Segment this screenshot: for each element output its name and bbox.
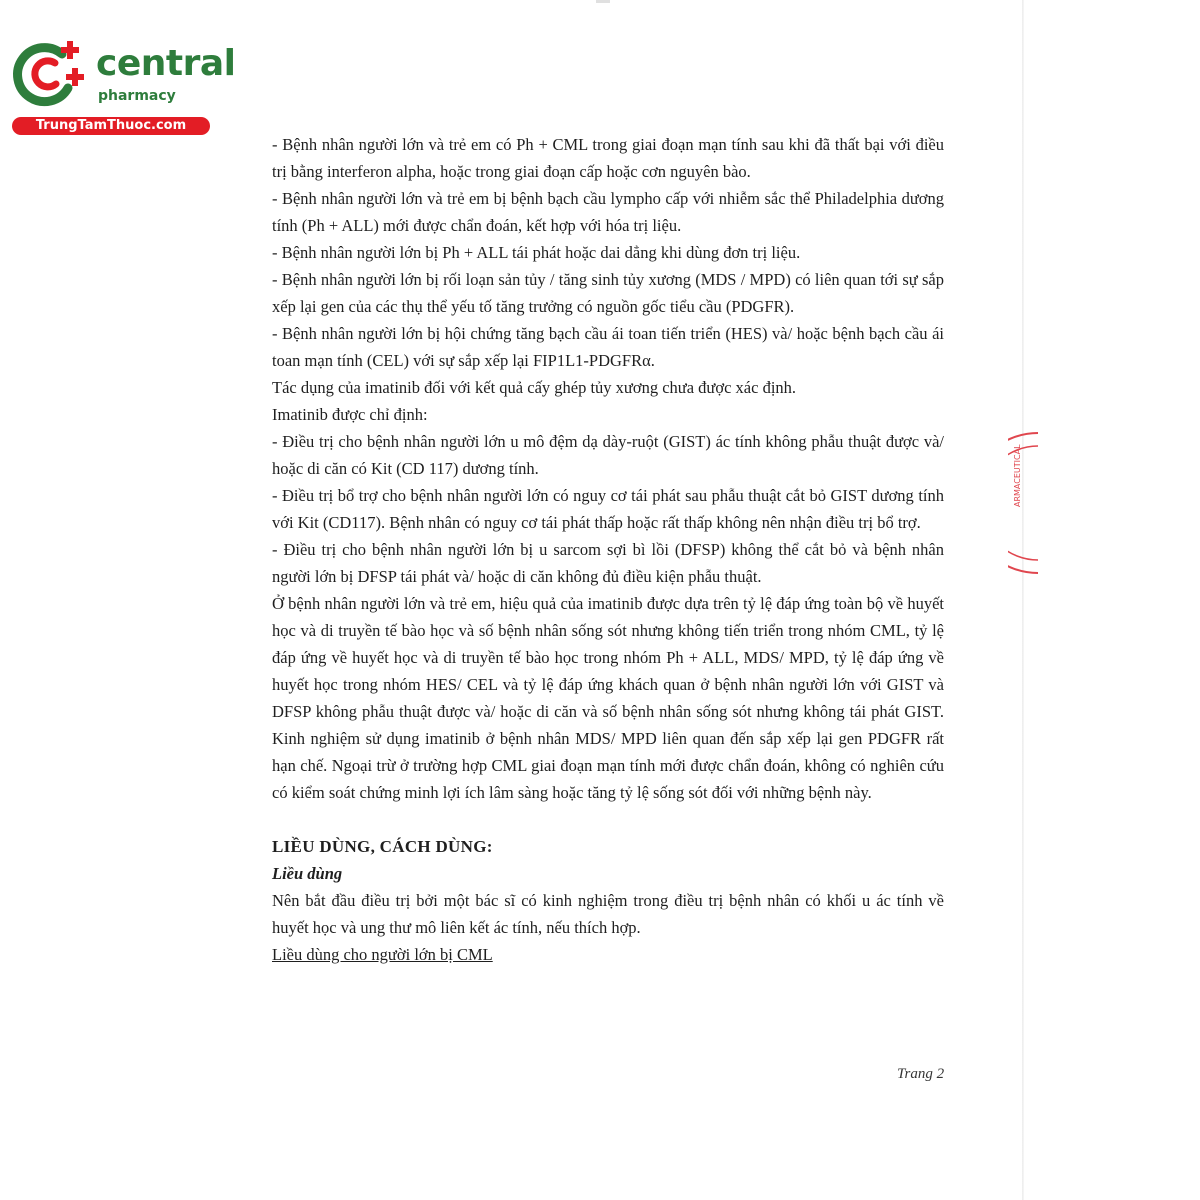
dosage-paragraph: Nên bắt đầu điều trị bởi một bác sĩ có kinh nghiệm trong điều trị bệnh nhân có khối u ác tính về huyết học và ung thư mô liên kết ác tính, nếu thích hợp.	[272, 891, 944, 937]
section-heading: LIỀU DÙNG, CÁCH DÙNG:	[272, 837, 493, 856]
brand-url-badge[interactable]: TrungTamThuoc.com	[12, 117, 210, 135]
indication-paragraph: - Bệnh nhân người lớn bị Ph + ALL tái phát hoặc dai dẳng khi dùng đơn trị liệu.	[272, 243, 801, 262]
brand-name: central	[96, 43, 236, 84]
brand-subname: pharmacy	[98, 88, 176, 104]
indication-paragraph: - Điều trị cho bệnh nhân người lớn u mô đệm dạ dày-ruột (GIST) ác tính không phẫu thuật được và/ hoặc di căn có Kit (CD 117) dương tính.	[272, 432, 944, 478]
indication-paragraph: - Bệnh nhân người lớn bị rối loạn sản tủy / tăng sinh tủy xương (MDS / MPD) có liên quan tới sự sắp xếp lại gen của các thụ thể yếu tố tăng trưởng có nguồn gốc tiểu cầu (PDGFR).	[272, 270, 944, 316]
indication-paragraph: - Điều trị bổ trợ cho bệnh nhân người lớn có nguy cơ tái phát sau phẫu thuật cắt bỏ GIST dương tính với Kit (CD117). Bệnh nhân có nguy cơ tái phát thấp hoặc rất thấp không nên nhận điều trị bổ trợ.	[272, 486, 944, 532]
indication-paragraph: - Điều trị cho bệnh nhân người lớn bị u sarcom sợi bì lồi (DFSP) không thể cắt bỏ và bệnh nhân người lớn bị DFSP tái phát và/ hoặc di căn không đủ điều kiện phẫu thuật.	[272, 540, 944, 586]
efficacy-paragraph: Ở bệnh nhân người lớn và trẻ em, hiệu quả của imatinib được dựa trên tỷ lệ đáp ứng toàn bộ về huyết học và di truyền tế bào học và số bệnh nhân sống sót nhưng không tiến triển trong nhóm CML, tỷ lệ đáp ứng về huyết học và di truyền tế bào học trong nhóm Ph + ALL, MDS/ MPD, tỷ lệ đáp ứng về huyết học trong nhóm HES/ CEL và tỷ lệ đáp ứng khách quan ở bệnh nhân người lớn với GIST và DFSP không phẫu thuật được và/ hoặc di căn và số bệnh nhân sống sót nhưng không tái phát GIST. Kinh nghiệm sử dụng imatinib ở bệnh nhân MDS/ MPD liên quan đến sắp xếp lại gen PDGFR rất hạn chế. Ngoại trừ ở trường hợp CML giai đoạn mạn tính mới được chẩn đoán, không có nghiên cứu có kiểm soát chứng minh lợi ích lâm sàng hoặc tăng tỷ lệ sống sót đối với những bệnh này.	[272, 594, 944, 802]
page-number: Trang 2	[897, 1066, 945, 1082]
company-stamp-icon	[1008, 428, 1038, 578]
page-edge	[1022, 0, 1024, 1200]
indication-paragraph: - Bệnh nhân người lớn và trẻ em có Ph + CML trong giai đoạn mạn tính sau khi đã thất bại với điều trị bằng interferon alpha, hoặc trong giai đoạn cấp hoặc cơn nguyên bào.	[272, 135, 944, 181]
indication-paragraph: - Bệnh nhân người lớn bị hội chứng tăng bạch cầu ái toan tiến triển (HES) và/ hoặc bệnh bạch cầu ái toan mạn tính (CEL) với sự sắp xếp lại FIP1L1-PDGFRα.	[272, 324, 944, 370]
indication-paragraph: - Bệnh nhân người lớn và trẻ em bị bệnh bạch cầu lympho cấp với nhiễm sắc thể Philadelphia dương tính (Ph + ALL) mới được chẩn đoán, kết hợp với hóa trị liệu.	[272, 189, 944, 235]
body-paragraph: Tác dụng của imatinib đối với kết quả cấy ghép tủy xương chưa được xác định.	[272, 378, 797, 397]
stamp-text: ARMACEUTICAL	[1013, 444, 1022, 507]
document-body	[272, 131, 944, 968]
logo-mark-icon	[10, 38, 90, 110]
cml-dosage-heading: Liều dùng cho người lớn bị CML	[272, 945, 493, 964]
sub-heading: Liều dùng	[272, 864, 343, 883]
scan-speck	[596, 0, 610, 3]
body-paragraph: Imatinib được chỉ định:	[272, 405, 428, 424]
central-pharmacy-logo[interactable]	[10, 38, 236, 136]
